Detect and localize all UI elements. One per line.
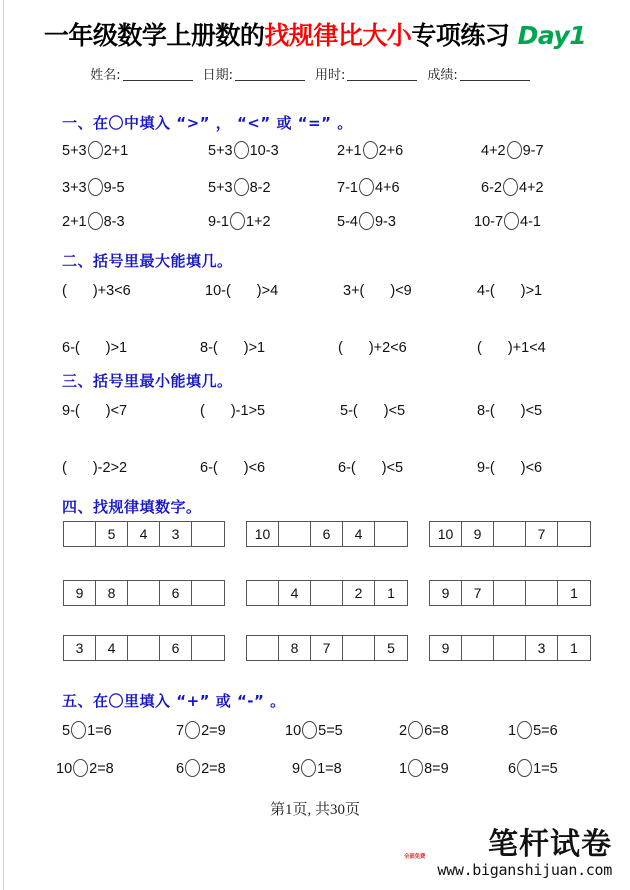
number-strip-1-3[interactable]: [429, 521, 591, 547]
operand-left: 9: [292, 761, 301, 777]
problem-3-2[interactable]: [208, 209, 271, 235]
expr-prefix: 10-(: [205, 283, 231, 299]
expr-suffix: )>1: [520, 283, 543, 299]
expr-prefix: 6-(: [338, 460, 356, 476]
expr-prefix: (: [62, 460, 67, 476]
expr-prefix: 6-(: [200, 460, 218, 476]
operand-left: 7: [176, 723, 185, 739]
expr-prefix: (: [62, 283, 67, 299]
time-input-blank[interactable]: [347, 68, 417, 81]
section-1-row-1: [0, 138, 630, 164]
problem-1-3[interactable]: [285, 718, 343, 744]
problem-1-5[interactable]: [508, 718, 558, 744]
operand-left: 2+1: [337, 143, 362, 159]
operand-right: 1=8: [317, 761, 342, 777]
operand-right: 1+2: [245, 214, 271, 230]
score-label: 成绩:: [427, 68, 458, 83]
answer-circle[interactable]: [234, 141, 249, 159]
expr-suffix: )<5: [381, 460, 404, 476]
time-label: 用时:: [315, 68, 346, 83]
operand-right: 2=9: [201, 723, 226, 739]
watermark-url: www.biganshijuan.com: [437, 861, 612, 879]
operator-circle[interactable]: [302, 721, 317, 739]
student-info-row: [0, 64, 630, 83]
strip-cell[interactable]: [494, 522, 526, 546]
number-strip-1-2[interactable]: [246, 521, 408, 547]
operand-right: 1=5: [533, 761, 558, 777]
expr-suffix: )+3<6: [92, 283, 131, 299]
problem-2-1[interactable]: [62, 455, 127, 481]
strip-cell[interactable]: [247, 636, 279, 660]
problem-2-3[interactable]: [338, 455, 403, 481]
answer-circle[interactable]: [504, 212, 519, 230]
strip-cell[interactable]: [128, 636, 160, 660]
expr-prefix: 8-(: [200, 340, 218, 356]
operator-circle[interactable]: [517, 759, 532, 777]
strip-cell[interactable]: 5: [387, 640, 395, 656]
problem-2-2[interactable]: [176, 756, 226, 782]
section-3-heading: 三、括号里最小能填几。: [62, 372, 233, 390]
problem-2-4[interactable]: [477, 335, 546, 361]
score-input-blank[interactable]: [460, 68, 530, 81]
section-1-row-3: [0, 209, 630, 235]
expr-prefix: 9-(: [477, 460, 495, 476]
problem-1-1[interactable]: [62, 398, 127, 424]
expr-prefix: 3+(: [343, 283, 365, 299]
problem-1-2[interactable]: [208, 138, 279, 164]
page-number: 第1页, 共30页: [269, 802, 360, 818]
strip-cell[interactable]: [192, 636, 224, 660]
expr-suffix: )<9: [390, 283, 412, 299]
operand-right: 9-3: [374, 214, 396, 230]
expr-suffix: )<6: [243, 460, 266, 476]
strip-cell[interactable]: 9: [430, 581, 462, 605]
strip-cell[interactable]: 8: [279, 636, 311, 660]
expr-prefix: 5-(: [340, 403, 358, 419]
expr-suffix: )<5: [520, 403, 543, 419]
expr-prefix: 9-(: [62, 403, 80, 419]
operator-circle[interactable]: [408, 721, 423, 739]
strip-cell[interactable]: 7: [462, 581, 494, 605]
expr-suffix: )+2<6: [368, 340, 407, 356]
strip-cell[interactable]: 6: [160, 581, 192, 605]
problem-1-1[interactable]: [62, 138, 128, 164]
date-input-blank[interactable]: [235, 68, 305, 81]
operand-left: 10-7: [474, 214, 504, 230]
section-3-row-2: [0, 455, 630, 481]
expr-suffix: )>1: [243, 340, 266, 356]
problem-1-1[interactable]: [62, 718, 112, 744]
operator-circle[interactable]: [408, 759, 423, 777]
problem-2-4[interactable]: [399, 756, 449, 782]
operand-left: 4+2: [481, 143, 506, 159]
answer-circle[interactable]: [88, 141, 103, 159]
strip-cell[interactable]: 7: [526, 522, 558, 546]
operand-right: 8-2: [249, 180, 271, 196]
operand-left: 7-1: [337, 180, 358, 196]
operand-left: 10: [56, 761, 73, 777]
number-strip-1-1[interactable]: [63, 521, 225, 547]
operator-circle[interactable]: [73, 759, 88, 777]
strip-cell[interactable]: 6: [311, 522, 343, 546]
problem-2-3[interactable]: [337, 175, 400, 201]
strip-cell[interactable]: 1: [570, 585, 578, 601]
operand-right: 10-3: [249, 143, 279, 159]
name-input-blank[interactable]: [123, 68, 193, 81]
strip-cell[interactable]: 7: [311, 636, 343, 660]
operand-left: 5+3: [208, 143, 233, 159]
operator-circle[interactable]: [71, 721, 86, 739]
free-badge: 全部免费: [404, 854, 426, 860]
answer-circle[interactable]: [234, 178, 249, 196]
problem-2-2[interactable]: [200, 455, 265, 481]
operand-right: 9-5: [103, 180, 125, 196]
operator-circle[interactable]: [301, 759, 316, 777]
number-strip-2-2[interactable]: [246, 580, 408, 606]
strip-cell[interactable]: 3: [160, 522, 192, 546]
strip-cell[interactable]: [192, 581, 224, 605]
operand-right: 4+6: [374, 180, 400, 196]
strip-cell[interactable]: [247, 581, 279, 605]
operand-left: 10: [285, 723, 302, 739]
operand-left: 5+3: [62, 143, 87, 159]
operand-left: 5-4: [337, 214, 358, 230]
expr-prefix: (: [200, 403, 205, 419]
operand-right: 4+2: [518, 180, 544, 196]
strip-cell[interactable]: 1: [387, 585, 395, 601]
strip-cell[interactable]: 6: [160, 636, 192, 660]
operand-right: 5=5: [318, 723, 343, 739]
strip-cell[interactable]: [558, 522, 590, 546]
operand-left: 5+3: [208, 180, 233, 196]
expr-suffix: )>1: [105, 340, 128, 356]
strip-cell[interactable]: 4: [96, 636, 128, 660]
strip-cell[interactable]: [343, 636, 375, 660]
strip-cell[interactable]: [526, 581, 558, 605]
operand-right: 4-1: [520, 214, 541, 230]
operand-left: 6: [176, 761, 185, 777]
date-label: 日期:: [202, 68, 233, 83]
strip-cell[interactable]: [375, 522, 407, 546]
strip-cell[interactable]: [311, 581, 343, 605]
problem-1-2[interactable]: [176, 718, 226, 744]
answer-circle[interactable]: [359, 178, 374, 196]
operand-left: 1: [508, 723, 517, 739]
expr-prefix: (: [338, 340, 343, 356]
problem-2-4[interactable]: [481, 175, 544, 201]
strip-cell[interactable]: 9: [430, 636, 462, 660]
operand-right: 2=8: [89, 761, 114, 777]
operand-right: 5=6: [533, 723, 558, 739]
problem-1-2[interactable]: [205, 278, 278, 304]
problem-1-4[interactable]: [477, 278, 542, 304]
strip-cell[interactable]: 10: [430, 522, 462, 546]
strip-cell[interactable]: 8: [96, 581, 128, 605]
strip-cell[interactable]: [494, 636, 526, 660]
section-1-heading: 一、在〇中填入 “>” ， “<” 或 “=” 。: [62, 114, 353, 132]
operand-left: 5: [62, 723, 71, 739]
answer-circle[interactable]: [363, 141, 378, 159]
problem-2-4[interactable]: [477, 455, 542, 481]
problem-3-4[interactable]: [474, 209, 541, 235]
problem-2-2[interactable]: [208, 175, 271, 201]
strip-cell[interactable]: [192, 522, 224, 546]
expr-suffix: )<7: [105, 403, 128, 419]
operator-circle[interactable]: [517, 721, 532, 739]
number-strip-3-2[interactable]: [246, 635, 408, 661]
operand-left: 2+1: [62, 214, 87, 230]
answer-circle[interactable]: [88, 178, 103, 196]
strip-cell[interactable]: 4: [343, 522, 375, 546]
section-2-row-1: [0, 278, 630, 304]
operand-right: 2+6: [378, 143, 404, 159]
problem-1-4[interactable]: [481, 138, 544, 164]
operand-left: 6: [508, 761, 517, 777]
section-5-row-1: [0, 718, 630, 744]
expr-prefix: 8-(: [477, 403, 495, 419]
problem-2-1[interactable]: [62, 335, 127, 361]
answer-circle[interactable]: [503, 178, 518, 196]
page-title: [0, 16, 630, 52]
operand-left: 9-1: [208, 214, 229, 230]
section-4-heading: 四、找规律填数字。: [62, 498, 202, 516]
number-strip-2-1[interactable]: [63, 580, 225, 606]
title-part-2: 找规律比大小: [264, 21, 412, 50]
problem-2-1[interactable]: [56, 756, 114, 782]
title-part-1: 一年级数学上册数的: [43, 21, 265, 50]
operator-circle[interactable]: [185, 721, 200, 739]
problem-1-3[interactable]: [340, 398, 405, 424]
expr-prefix: 6-(: [62, 340, 80, 356]
strip-cell[interactable]: 3: [526, 636, 558, 660]
section-5-row-2: [0, 756, 630, 782]
operand-right: 8-3: [103, 214, 125, 230]
watermark-brand: 笔杆试卷: [488, 827, 612, 862]
strip-cell[interactable]: 9: [462, 522, 494, 546]
problem-1-2[interactable]: [200, 398, 265, 424]
problem-1-3[interactable]: [343, 278, 412, 304]
expr-suffix: )-1>5: [230, 403, 266, 419]
expr-prefix: (: [477, 340, 482, 356]
problem-1-1[interactable]: [62, 278, 131, 304]
strip-cell[interactable]: [462, 636, 494, 660]
operand-right: 2=8: [201, 761, 226, 777]
answer-circle[interactable]: [88, 212, 103, 230]
expr-suffix: )-2>2: [92, 460, 128, 476]
operand-left: 2: [399, 723, 408, 739]
title-part-3: 专项练习: [411, 21, 510, 50]
section-3-row-1: [0, 398, 630, 424]
problem-1-3[interactable]: [337, 138, 403, 164]
operand-left: 3+3: [62, 180, 87, 196]
problem-3-3[interactable]: [337, 209, 396, 235]
expr-suffix: )<6: [520, 460, 543, 476]
strip-cell[interactable]: 4: [279, 581, 311, 605]
answer-circle[interactable]: [230, 212, 245, 230]
problem-1-4[interactable]: [399, 718, 449, 744]
strip-cell[interactable]: [128, 581, 160, 605]
expr-suffix: )<5: [383, 403, 406, 419]
strip-cell[interactable]: 5: [96, 522, 128, 546]
section-2-row-2: [0, 335, 630, 361]
strip-cell[interactable]: [64, 522, 96, 546]
operand-right: 1=6: [87, 723, 112, 739]
problem-2-2[interactable]: [200, 335, 265, 361]
problem-2-5[interactable]: [508, 756, 558, 782]
strip-cell[interactable]: [494, 581, 526, 605]
operand-left: 6-2: [481, 180, 502, 196]
strip-cell[interactable]: [279, 522, 311, 546]
problem-1-4[interactable]: [477, 398, 542, 424]
strip-cell[interactable]: 9: [64, 581, 96, 605]
expr-prefix: 4-(: [477, 283, 495, 299]
answer-circle[interactable]: [359, 212, 374, 230]
number-strip-3-1[interactable]: [63, 635, 225, 661]
problem-2-3[interactable]: [338, 335, 407, 361]
strip-cell[interactable]: 10: [247, 522, 279, 546]
operand-right: 2+1: [103, 143, 129, 159]
expr-suffix: )>4: [256, 283, 279, 299]
title-part-4: Day1: [517, 21, 587, 50]
operand-right: 9-7: [522, 143, 544, 159]
name-label: 姓名:: [90, 68, 121, 83]
operand-right: 8=9: [424, 761, 449, 777]
number-strip-2-3[interactable]: [429, 580, 591, 606]
watermark: [402, 827, 612, 879]
strip-cell[interactable]: 4: [128, 522, 160, 546]
number-strip-3-3[interactable]: [429, 635, 591, 661]
problem-3-1[interactable]: [62, 209, 125, 235]
strip-cell[interactable]: 1: [570, 640, 578, 656]
section-2-heading: 二、括号里最大能填几。: [62, 252, 233, 270]
operand-right: 6=8: [424, 723, 449, 739]
section-5-heading: 五、在〇里填入 “+” 或 “-” 。: [62, 692, 286, 710]
operator-circle[interactable]: [185, 759, 200, 777]
expr-suffix: )+1<4: [507, 340, 546, 356]
section-1-row-2: [0, 175, 630, 201]
problem-2-1[interactable]: [62, 175, 125, 201]
problem-2-3[interactable]: [292, 756, 342, 782]
strip-cell[interactable]: 2: [343, 581, 375, 605]
answer-circle[interactable]: [507, 141, 522, 159]
strip-cell[interactable]: 3: [64, 636, 96, 660]
operand-left: 1: [399, 761, 408, 777]
